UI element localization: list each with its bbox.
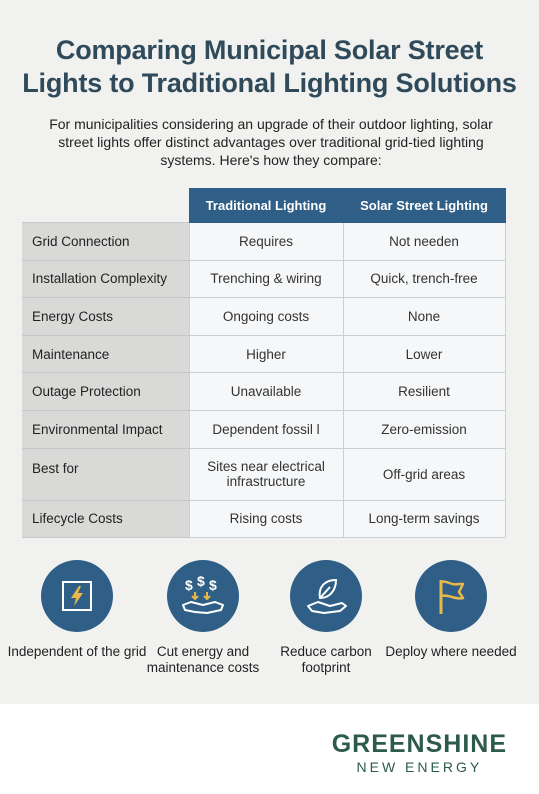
feature-label: Independent of the grid xyxy=(7,644,147,659)
feature-deploy-anywhere xyxy=(381,560,521,660)
solar-value: Zero-emission xyxy=(343,410,505,448)
traditional-value: Dependent fossil l xyxy=(189,410,343,448)
solar-value: Long-term savings xyxy=(343,500,505,538)
footer xyxy=(0,704,539,794)
svg-text:$: $ xyxy=(197,573,205,589)
table-row xyxy=(22,410,505,448)
feature-label: Deploy where needed xyxy=(385,644,517,659)
row-label: Grid Connection xyxy=(22,223,189,261)
traditional-value: Higher xyxy=(189,335,343,373)
lightning-bolt-icon xyxy=(41,560,113,632)
table-row xyxy=(22,373,505,411)
row-label: Lifecycle Costs xyxy=(22,500,189,538)
feature-grid-independence xyxy=(7,560,147,660)
page-title xyxy=(0,34,539,100)
intro-paragraph: For municipalities considering an upgrade of their outdoor lighting, solar street lights offer distinct advantages over traditional grid-tied lighting systems. Here's how they compare: xyxy=(49,116,493,168)
table-row xyxy=(22,448,505,500)
traditional-value: Ongoing costs xyxy=(189,298,343,336)
feature-carbon-reduction xyxy=(256,560,396,676)
brand-tagline: NEW ENERGY xyxy=(356,759,483,775)
solar-value: Off-grid areas xyxy=(343,448,505,500)
traditional-value: Sites near electrical infrastructure xyxy=(189,448,343,500)
solar-value: Quick, trench-free xyxy=(343,260,505,298)
title-line-1: Comparing Municipal Solar Street xyxy=(55,35,484,65)
dollar-hand-icon xyxy=(167,560,239,632)
title-line-2: Lights to Traditional Lighting Solutions xyxy=(22,68,517,98)
table-row xyxy=(22,260,505,298)
row-label: Installation Complexity xyxy=(22,260,189,298)
table-row xyxy=(22,335,505,373)
row-label: Energy Costs xyxy=(22,298,189,336)
solar-value: Not needen xyxy=(343,223,505,261)
row-label: Environmental Impact xyxy=(22,410,189,448)
comparison-table xyxy=(22,188,506,538)
feature-label: Reduce carbon footprint xyxy=(280,644,372,675)
svg-text:$: $ xyxy=(209,577,217,593)
flag-icon xyxy=(415,560,487,632)
row-label: Outage Protection xyxy=(22,373,189,411)
table-row xyxy=(22,298,505,336)
svg-text:$: $ xyxy=(185,577,193,593)
row-label: Best for xyxy=(22,448,189,500)
header-solar: Solar Street Lighting xyxy=(343,189,505,223)
table-header-row xyxy=(22,189,505,223)
feature-icons-row xyxy=(0,560,539,680)
leaf-hand-icon xyxy=(290,560,362,632)
feature-label: Cut energy and maintenance costs xyxy=(146,644,260,675)
brand-name: GREENSHINE xyxy=(331,730,507,758)
table-row xyxy=(22,223,505,261)
solar-value: Resilient xyxy=(343,373,505,411)
traditional-value: Unavailable xyxy=(189,373,343,411)
feature-cost-savings xyxy=(133,560,273,676)
header-traditional: Traditional Lighting xyxy=(189,189,343,223)
traditional-value: Requires xyxy=(189,223,343,261)
header-empty-cell xyxy=(22,189,189,223)
solar-value: Lower xyxy=(343,335,505,373)
table-row xyxy=(22,500,505,538)
traditional-value: Trenching & wiring xyxy=(189,260,343,298)
solar-value: None xyxy=(343,298,505,336)
brand-logo xyxy=(332,730,507,776)
row-label: Maintenance xyxy=(22,335,189,373)
traditional-value: Rising costs xyxy=(189,500,343,538)
